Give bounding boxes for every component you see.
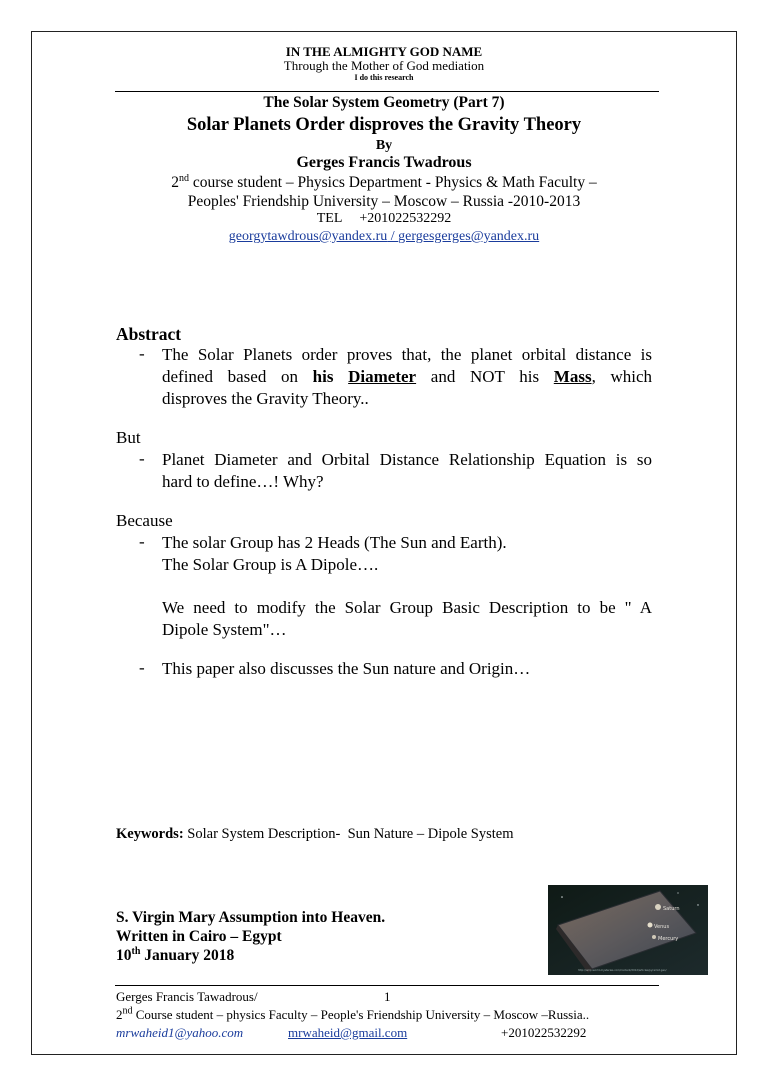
because-label: Because [116,511,173,530]
planets-illustration [548,885,708,975]
footer-line-2 [116,1007,589,1023]
date-suffix: th [131,945,141,957]
abstract-p4-line1: This paper also discusses the Sun nature and Origin… [162,659,531,678]
date-day: 10 [116,947,132,964]
footer-course-text: Course student – physics Faculty – People's Friendship University – Moscow –Russia.. [132,1007,590,1022]
abstract-p1-line1: The Solar Planets order proves that, the planet orbital distance is [162,345,652,364]
p1-his: his [312,367,334,386]
abstract-p3-line3: We need to modify the Solar Group Basic Description to be " A [162,598,652,617]
course-suffix: nd [179,172,190,184]
paper-title: Solar Planets Order disproves the Gravity Theory [186,115,582,135]
p1-mass: Mass [553,367,592,386]
header-line-1: IN THE ALMIGHTY GOD NAME [285,44,483,59]
image-url-caption: http://amp.world-mysteries.com/content/2012/articles/pyramid.geo/ [578,969,667,972]
bullet-dash: - [139,344,145,363]
author-university: Peoples' Friendship University – Moscow – Russia -2010-2013 [187,193,581,210]
course-text: course student – Physics Department - Physics & Math Faculty – [189,174,597,191]
by-label: By [375,138,393,153]
header-line-2: Through the Mother of God mediation [283,58,485,73]
abstract-p2-line2: hard to define…! Why? [162,472,324,491]
label-venus: Venus [654,924,670,930]
header-rule [115,91,659,92]
abstract-p3-line4: Dipole System"… [162,620,287,639]
author-emails [0,229,768,245]
abstract-p1-line3: disproves the Gravity Theory.. [162,389,369,408]
signoff-line-2: Written in Cairo – Egypt [116,928,282,945]
keywords-line [116,823,654,845]
abstract-p3-line1: The solar Group has 2 Heads (The Sun and Earth). [162,533,507,552]
date-rest: January 2018 [140,947,235,964]
footer-phone: +201022532292 [501,1025,587,1040]
abstract-p3-line2: The Solar Group is A Dipole…. [162,555,379,574]
signoff-line-3 [116,947,234,965]
email-link-yandex-2[interactable]: gergesgerges@yandex.ru [398,229,540,244]
keywords-text: Solar System Description- Sun Nature – Dipole System [183,826,514,842]
p1-text-b: and NOT his [416,367,554,386]
label-mercury: Mercury [658,936,679,942]
but-label: But [116,428,141,447]
course-number: 2 [171,174,180,191]
label-saturn: Saturn [663,906,680,912]
p1-text-c: , which [591,367,653,386]
abstract-p1-line2 [162,366,652,388]
header-line-3: I do this research [354,73,414,82]
abstract-heading: Abstract [116,324,182,344]
footer-line-1 [116,989,391,1005]
planets-illustration-svg [548,885,708,975]
bullet-dash: - [139,658,145,677]
page-number: 1 [384,989,391,1004]
p1-text-a: defined based on [162,367,313,386]
footer-course-num: 2 [116,1007,123,1022]
author-telephone: TEL +201022532292 [316,211,452,226]
p1-diameter: Diameter [348,367,417,386]
footer-email-yahoo[interactable]: mrwaheid1@yahoo.com [116,1025,244,1040]
signoff-line-1: S. Virgin Mary Assumption into Heaven. [116,909,386,926]
mercury-marker [652,935,656,939]
footer-line-3 [116,1025,676,1041]
bullet-dash: - [139,532,145,551]
series-title: The Solar System Geometry (Part 7) [263,94,505,111]
footer-email-gmail[interactable]: mrwaheid@gmail.com [288,1025,408,1040]
author-course [0,174,768,192]
saturn-marker [655,904,661,910]
email-link-yandex-1[interactable]: georgytawdrous@yandex.ru [228,229,388,244]
bullet-dash: - [139,449,145,468]
author-name: Gerges Francis Twadrous [296,154,472,171]
venus-marker [648,923,653,928]
keywords-label: Keywords: [116,826,184,842]
abstract-p2-line1: Planet Diameter and Orbital Distance Relationship Equation is so [162,450,652,469]
footer-course-suffix: nd [122,1005,133,1017]
footer-name: Gerges Francis Tawadrous/ [116,989,258,1004]
footer-rule [115,985,659,986]
email-separator: / [387,229,399,244]
